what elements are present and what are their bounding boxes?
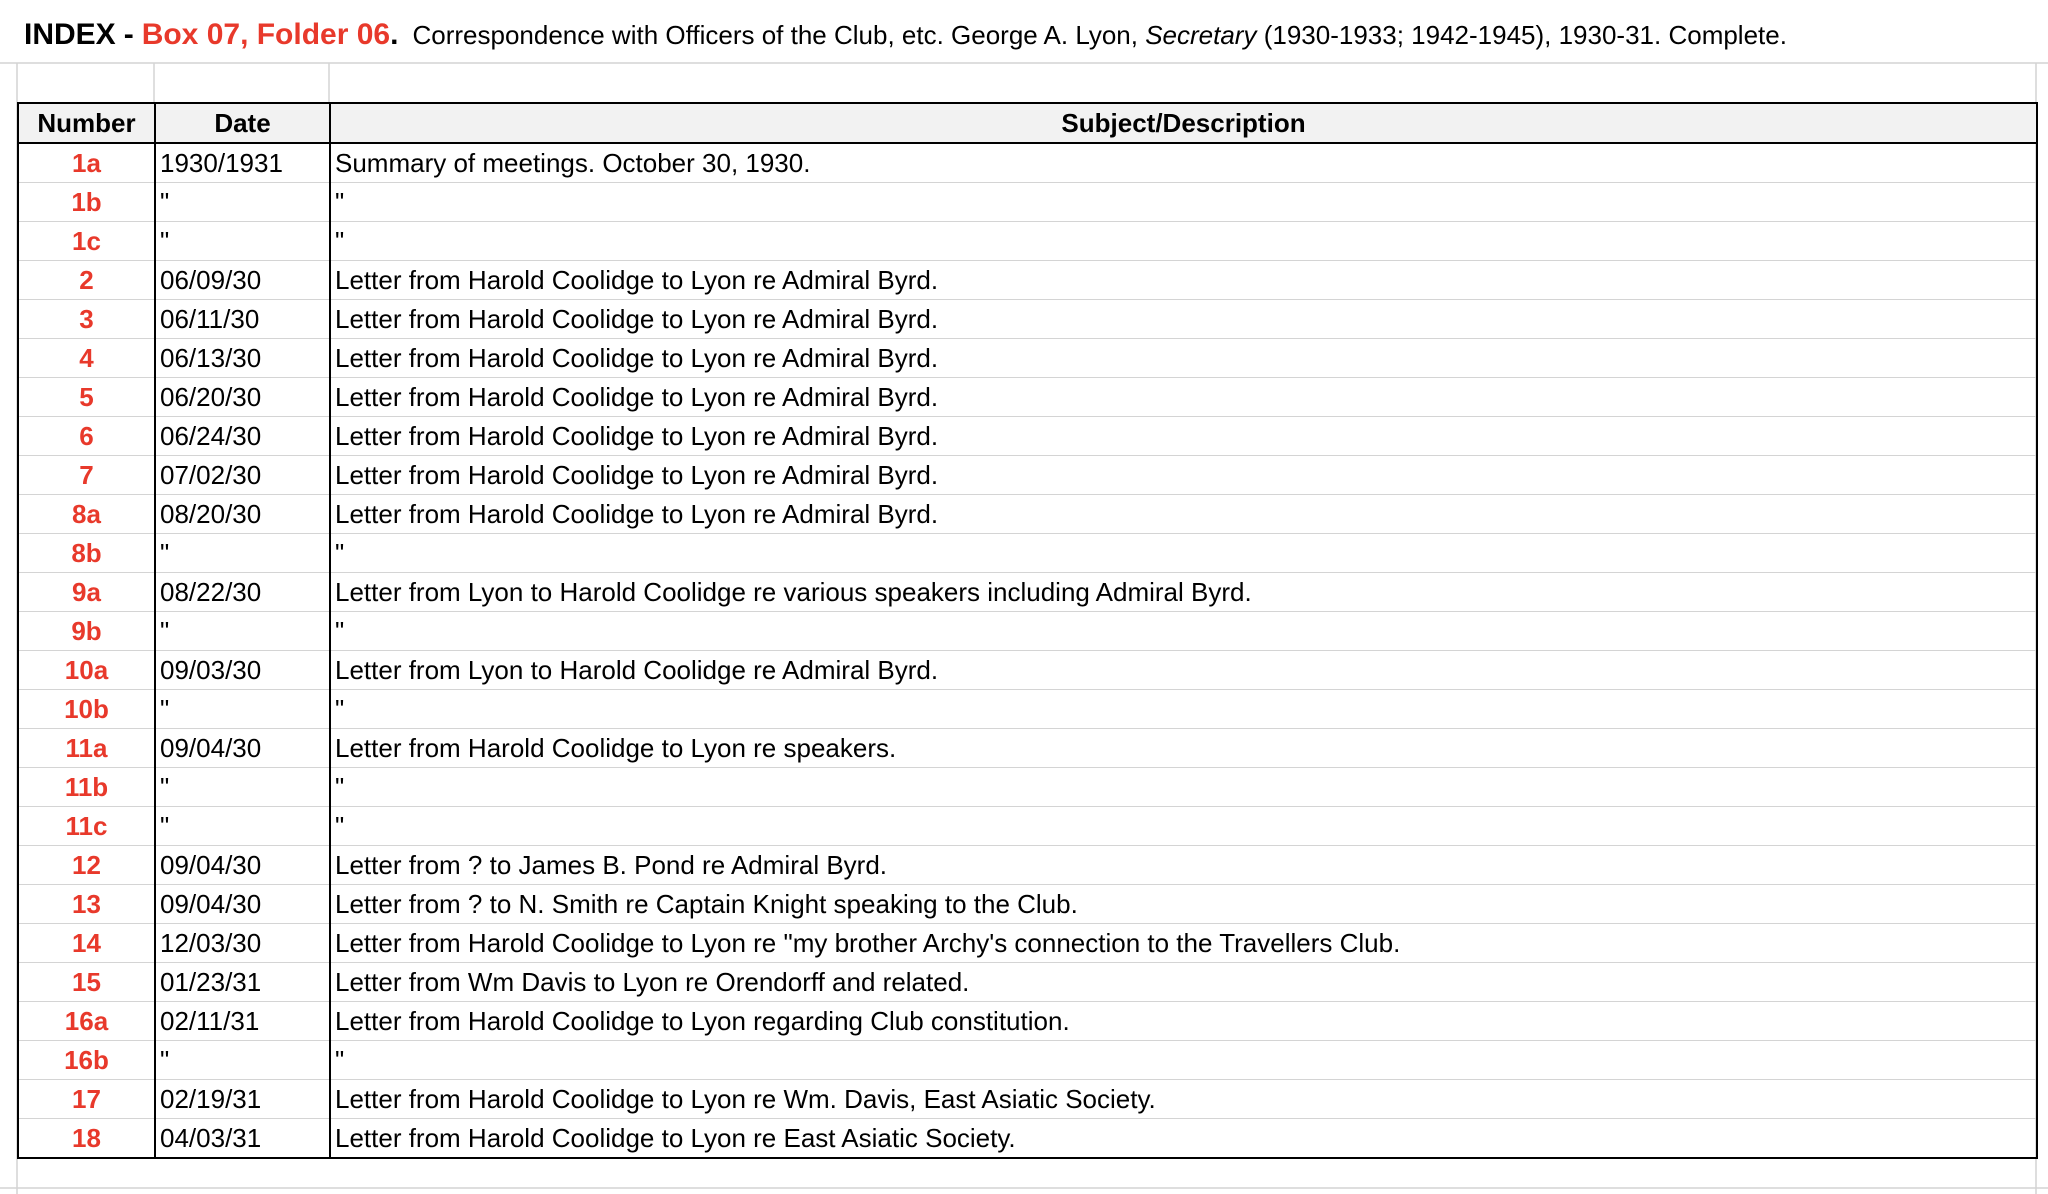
column-header-date[interactable]: Date xyxy=(155,103,330,143)
number-cell[interactable]: 6 xyxy=(18,417,155,456)
index-table xyxy=(17,102,2038,1159)
number-cell[interactable]: 10a xyxy=(18,651,155,690)
number-cell[interactable]: 5 xyxy=(18,378,155,417)
number-cell[interactable]: 12 xyxy=(18,846,155,885)
subject-cell[interactable]: Summary of meetings. October 30, 1930. xyxy=(330,143,2037,183)
date-cell[interactable]: " xyxy=(155,768,330,807)
subject-cell[interactable]: Letter from Harold Coolidge to Lyon re Admiral Byrd. xyxy=(330,417,2037,456)
subject-cell[interactable]: Letter from Harold Coolidge to Lyon re Admiral Byrd. xyxy=(330,339,2037,378)
date-cell[interactable]: 04/03/31 xyxy=(155,1119,330,1159)
date-cell[interactable]: " xyxy=(155,534,330,573)
table-row xyxy=(18,573,2037,612)
folder-description xyxy=(412,20,1786,51)
table-row xyxy=(18,183,2037,222)
title-period: . xyxy=(390,18,399,51)
date-cell[interactable]: 02/19/31 xyxy=(155,1080,330,1119)
index-label: INDEX xyxy=(24,18,116,51)
table-row xyxy=(18,768,2037,807)
number-cell[interactable]: 3 xyxy=(18,300,155,339)
table-row xyxy=(18,378,2037,417)
date-cell[interactable]: " xyxy=(155,807,330,846)
number-cell[interactable]: 11b xyxy=(18,768,155,807)
date-cell[interactable]: 06/11/30 xyxy=(155,300,330,339)
number-cell[interactable]: 9a xyxy=(18,573,155,612)
table-row xyxy=(18,1002,2037,1041)
subject-cell[interactable]: Letter from Harold Coolidge to Lyon re Admiral Byrd. xyxy=(330,378,2037,417)
subject-cell[interactable]: Letter from Lyon to Harold Coolidge re various speakers including Admiral Byrd. xyxy=(330,573,2037,612)
date-cell[interactable]: 02/11/31 xyxy=(155,1002,330,1041)
number-cell[interactable]: 11a xyxy=(18,729,155,768)
number-cell[interactable]: 1b xyxy=(18,183,155,222)
table-row xyxy=(18,651,2037,690)
table-row xyxy=(18,456,2037,495)
subject-cell[interactable]: Letter from Lyon to Harold Coolidge re Admiral Byrd. xyxy=(330,651,2037,690)
number-cell[interactable]: 11c xyxy=(18,807,155,846)
date-cell[interactable]: 01/23/31 xyxy=(155,963,330,1002)
date-cell[interactable]: 08/22/30 xyxy=(155,573,330,612)
date-cell[interactable]: 06/09/30 xyxy=(155,261,330,300)
subject-cell[interactable]: Letter from Harold Coolidge to Lyon re speakers. xyxy=(330,729,2037,768)
date-cell[interactable]: 09/03/30 xyxy=(155,651,330,690)
table-row xyxy=(18,690,2037,729)
table-row xyxy=(18,300,2037,339)
subject-cell[interactable]: " xyxy=(330,534,2037,573)
subject-cell[interactable]: Letter from Harold Coolidge to Lyon regarding Club constitution. xyxy=(330,1002,2037,1041)
table-body xyxy=(18,143,2037,1158)
subject-cell[interactable]: Letter from Harold Coolidge to Lyon re Admiral Byrd. xyxy=(330,495,2037,534)
number-cell[interactable]: 1c xyxy=(18,222,155,261)
description-after: (1930-1933; 1942-1945), 1930-31. Complete. xyxy=(1263,20,1787,50)
date-cell[interactable]: 08/20/30 xyxy=(155,495,330,534)
subject-cell[interactable]: Letter from Harold Coolidge to Lyon re Wm. Davis, East Asiatic Society. xyxy=(330,1080,2037,1119)
subject-cell[interactable]: Letter from Harold Coolidge to Lyon re Admiral Byrd. xyxy=(330,261,2037,300)
table-row xyxy=(18,1041,2037,1080)
date-cell[interactable]: 06/13/30 xyxy=(155,339,330,378)
date-cell[interactable]: " xyxy=(155,690,330,729)
number-cell[interactable]: 15 xyxy=(18,963,155,1002)
date-cell[interactable]: " xyxy=(155,183,330,222)
subject-cell[interactable]: " xyxy=(330,222,2037,261)
subject-cell[interactable]: Letter from Harold Coolidge to Lyon re Admiral Byrd. xyxy=(330,456,2037,495)
subject-cell[interactable]: Letter from Wm Davis to Lyon re Orendorff and related. xyxy=(330,963,2037,1002)
date-cell[interactable]: " xyxy=(155,612,330,651)
title-separator: - xyxy=(123,18,134,51)
date-cell[interactable]: 09/04/30 xyxy=(155,885,330,924)
number-cell[interactable]: 9b xyxy=(18,612,155,651)
date-cell[interactable]: 09/04/30 xyxy=(155,729,330,768)
description-italic: Secretary xyxy=(1145,20,1257,50)
subject-cell[interactable]: Letter from Harold Coolidge to Lyon re Admiral Byrd. xyxy=(330,300,2037,339)
subject-cell[interactable]: " xyxy=(330,1041,2037,1080)
subject-cell[interactable]: " xyxy=(330,768,2037,807)
table-row xyxy=(18,1119,2037,1159)
number-cell[interactable]: 13 xyxy=(18,885,155,924)
subject-cell[interactable]: " xyxy=(330,690,2037,729)
number-cell[interactable]: 10b xyxy=(18,690,155,729)
table-row xyxy=(18,846,2037,885)
table-row xyxy=(18,612,2037,651)
number-cell[interactable]: 1a xyxy=(18,143,155,183)
subject-cell[interactable]: " xyxy=(330,183,2037,222)
table-row xyxy=(18,261,2037,300)
number-cell[interactable]: 7 xyxy=(18,456,155,495)
number-cell[interactable]: 8a xyxy=(18,495,155,534)
column-header-number[interactable]: Number xyxy=(18,103,155,143)
date-cell[interactable]: 06/20/30 xyxy=(155,378,330,417)
table-row xyxy=(18,729,2037,768)
description-before: Correspondence with Officers of the Club, etc. George A. Lyon, xyxy=(412,20,1138,50)
table-row xyxy=(18,807,2037,846)
number-cell[interactable]: 8b xyxy=(18,534,155,573)
index-title xyxy=(24,18,1787,66)
table-row xyxy=(18,495,2037,534)
table-row xyxy=(18,143,2037,183)
number-cell[interactable]: 17 xyxy=(18,1080,155,1119)
number-cell[interactable]: 2 xyxy=(18,261,155,300)
table-row xyxy=(18,1080,2037,1119)
table-row xyxy=(18,534,2037,573)
date-cell[interactable]: 12/03/30 xyxy=(155,924,330,963)
subject-cell[interactable]: " xyxy=(330,612,2037,651)
table-header-row xyxy=(18,103,2037,143)
subject-cell[interactable]: " xyxy=(330,807,2037,846)
column-header-subject[interactable]: Subject/Description xyxy=(330,103,2037,143)
subject-cell[interactable]: Letter from Harold Coolidge to Lyon re East Asiatic Society. xyxy=(330,1119,2037,1159)
box-folder-label: Box 07, Folder 06 xyxy=(141,18,391,51)
number-cell[interactable]: 4 xyxy=(18,339,155,378)
table-row xyxy=(18,885,2037,924)
table-row xyxy=(18,417,2037,456)
table-row xyxy=(18,339,2037,378)
subject-cell[interactable]: Letter from ? to James B. Pond re Admiral Byrd. xyxy=(330,846,2037,885)
date-cell[interactable]: " xyxy=(155,222,330,261)
subject-cell[interactable]: Letter from Harold Coolidge to Lyon re "my brother Archy's connection to the Travellers Club. xyxy=(330,924,2037,963)
number-cell[interactable]: 16b xyxy=(18,1041,155,1080)
table-row xyxy=(18,963,2037,1002)
table-row xyxy=(18,924,2037,963)
subject-cell[interactable]: Letter from ? to N. Smith re Captain Knight speaking to the Club. xyxy=(330,885,2037,924)
date-cell[interactable]: 1930/1931 xyxy=(155,143,330,183)
number-cell[interactable]: 18 xyxy=(18,1119,155,1159)
date-cell[interactable]: 09/04/30 xyxy=(155,846,330,885)
number-cell[interactable]: 16a xyxy=(18,1002,155,1041)
number-cell[interactable]: 14 xyxy=(18,924,155,963)
date-cell[interactable]: 06/24/30 xyxy=(155,417,330,456)
table-row xyxy=(18,222,2037,261)
date-cell[interactable]: " xyxy=(155,1041,330,1080)
date-cell[interactable]: 07/02/30 xyxy=(155,456,330,495)
